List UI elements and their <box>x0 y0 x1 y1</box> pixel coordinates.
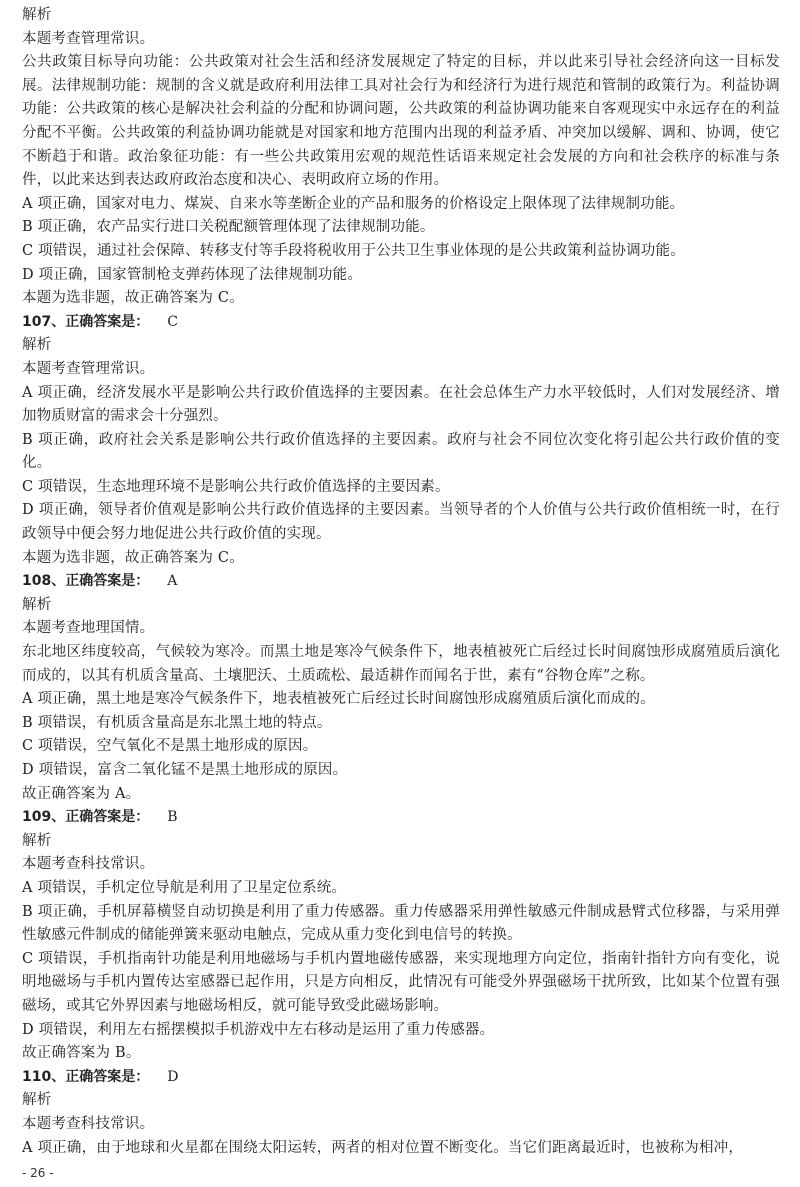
text-line: D 项错误，利用左右摇摆模拟手机游戏中左右移动是运用了重力传感器。 <box>22 1021 495 1038</box>
text-line: D 项错误，富含二氧化锰不是黑土地形成的原因。 <box>22 762 348 778</box>
text-line: 解析 <box>22 1092 52 1109</box>
text-line: 解析 <box>22 596 52 613</box>
explanation-paragraph: 公共政策目标导向功能：公共政策对社会生活和经济发展规定了特定的目标，并以此来引导社会经济向这一目标发展。法律规制功能：规制的含义就是政府利用法律工具对社会行为和经济行为进行规范和管制的政策行为。利益协调功能：公共政策的核心是解决社会利益的分配和协调问题，公共政策的利益协调功能来自客观现实中永远存在的利益分配不平衡。公共政策的利益协调功能就是对国家和地方范围内出现的利益矛盾、冲突加以缓解、调和、协调，使它不断趋于和谐。政治象征功能：有一些公共政策用宏观的规范性话语来规定社会发展的方向和社会秩序的标准与条件，以此来达到表达政府政治态度和决心、表明政府立场的作用。 <box>22 54 780 189</box>
answer-letter: A <box>167 573 178 590</box>
text-line: C 项错误，生态地理环境不是影响公共行政价值选择的主要因素。 <box>22 478 450 495</box>
text-line: B 项正确，农产品实行进口关税配额管理体现了法律规制功能。 <box>22 219 435 236</box>
question-answer-heading <box>22 570 780 594</box>
text-line: 本题考查科技常识。 <box>22 856 155 873</box>
text-line: 故正确答案为 A。 <box>22 785 141 802</box>
explanation-paragraph: B 项正确，政府社会关系是影响公共行政价值选择的主要因素。政府与社会不同位次变化将引起公共行政价值的变化。 <box>22 431 780 472</box>
explanation-paragraph: A 项正确，经济发展水平是影响公共行政价值选择的主要因素。在社会总体生产力水平较低时，人们对发展经济、增加物质财富的需求会十分强烈。 <box>22 384 780 425</box>
heading-text: 108、正确答案是： <box>22 573 150 590</box>
explanation-paragraph: 东北地区纬度较高，气候较为寒冷。而黑土地是寒冷气候条件下，地表植被死亡后经过长时间腐蚀形成腐殖质后演化而成的，以其有机质含量高、土壤肥沃、土质疏松、最适耕作而闻名于世，素有“谷物仓库”之称。 <box>22 644 780 684</box>
explanation-paragraph: D 项正确，领导者价值观是影响公共行政价值选择的主要因素。当领导者的个人价值与公共行政价值相统一时，在行政领导中便会努力地促进公共行政价值的实现。 <box>22 502 780 543</box>
document-page <box>22 4 780 1160</box>
text-line: 解析 <box>22 337 52 354</box>
answer-letter: D <box>167 1068 179 1085</box>
text-line: A 项正确，国家对电力、煤炭、自来水等垄断企业的产品和服务的价格设定上限体现了法律规制功能。 <box>22 195 685 212</box>
text-line: A 项正确，黑土地是寒冷气候条件下，地表植被死亡后经过长时间腐蚀形成腐殖质后演化而成的。 <box>22 691 655 708</box>
heading-text: 109、正确答案是： <box>22 809 150 826</box>
text-line: 本题为选非题，故正确答案为 C。 <box>22 290 244 307</box>
text-line: 本题考查地理国情。 <box>22 620 155 637</box>
question-answer-heading <box>22 311 780 335</box>
question-answer-heading <box>22 1066 780 1090</box>
text-line: 本题考查管理常识。 <box>22 360 155 377</box>
explanation-paragraph: C 项错误，手机指南针功能是利用地磁场与手机内置地磁传感器，来实现地理方向定位，指南针指针方向有变化，说明地磁场与手机内置传达室感器已起作用，只是方向相反，此情况有可能受外界强磁场干扰所致，比如某个位置有强磁场，或其它外界因素与地磁场相反，就可能导致受此磁场影响。 <box>22 950 780 1014</box>
heading-text: 110、正确答案是： <box>22 1068 150 1085</box>
text-line: 本题考查科技常识。 <box>22 1115 155 1132</box>
text-line: C 项错误，空气氧化不是黑土地形成的原因。 <box>22 738 318 755</box>
text-line: A 项正确，由于地球和火星都在围绕太阳运转，两者的相对位置不断变化。当它们距离最近时，也被称为相冲， <box>22 1139 744 1156</box>
answer-letter: C <box>167 313 178 330</box>
text-line: 解析 <box>22 832 52 849</box>
text-line: B 项错误，有机质含量高是东北黑土地的特点。 <box>22 714 332 731</box>
text-line: C 项错误，通过社会保障、转移支付等手段将税收用于公共卫生事业体现的是公共政策利益协调功能。 <box>22 242 685 259</box>
text-line: D 项正确，国家管制枪支弹药体现了法律规制功能。 <box>22 266 363 283</box>
answer-letter: B <box>167 809 178 826</box>
text-line: 故正确答案为 B。 <box>22 1045 141 1062</box>
text-line: 本题为选非题，故正确答案为 C。 <box>22 549 244 566</box>
explanation-paragraph: B 项正确，手机屏幕横竖自动切换是利用了重力传感器。重力传感器采用弹性敏感元件制成悬臂式位移器，与采用弹性敏感元件制成的储能弹簧来驱动电触点，完成从重力变化到电信号的转换。 <box>22 903 780 944</box>
text-line: 解析 <box>22 7 52 23</box>
text-line: 本题考查管理常识。 <box>22 30 155 47</box>
question-answer-heading <box>22 806 780 830</box>
text-line: A 项错误，手机定位导航是利用了卫星定位系统。 <box>22 879 347 896</box>
heading-text: 107、正确答案是： <box>22 313 150 330</box>
page-number: - 26 - <box>22 1166 54 1180</box>
